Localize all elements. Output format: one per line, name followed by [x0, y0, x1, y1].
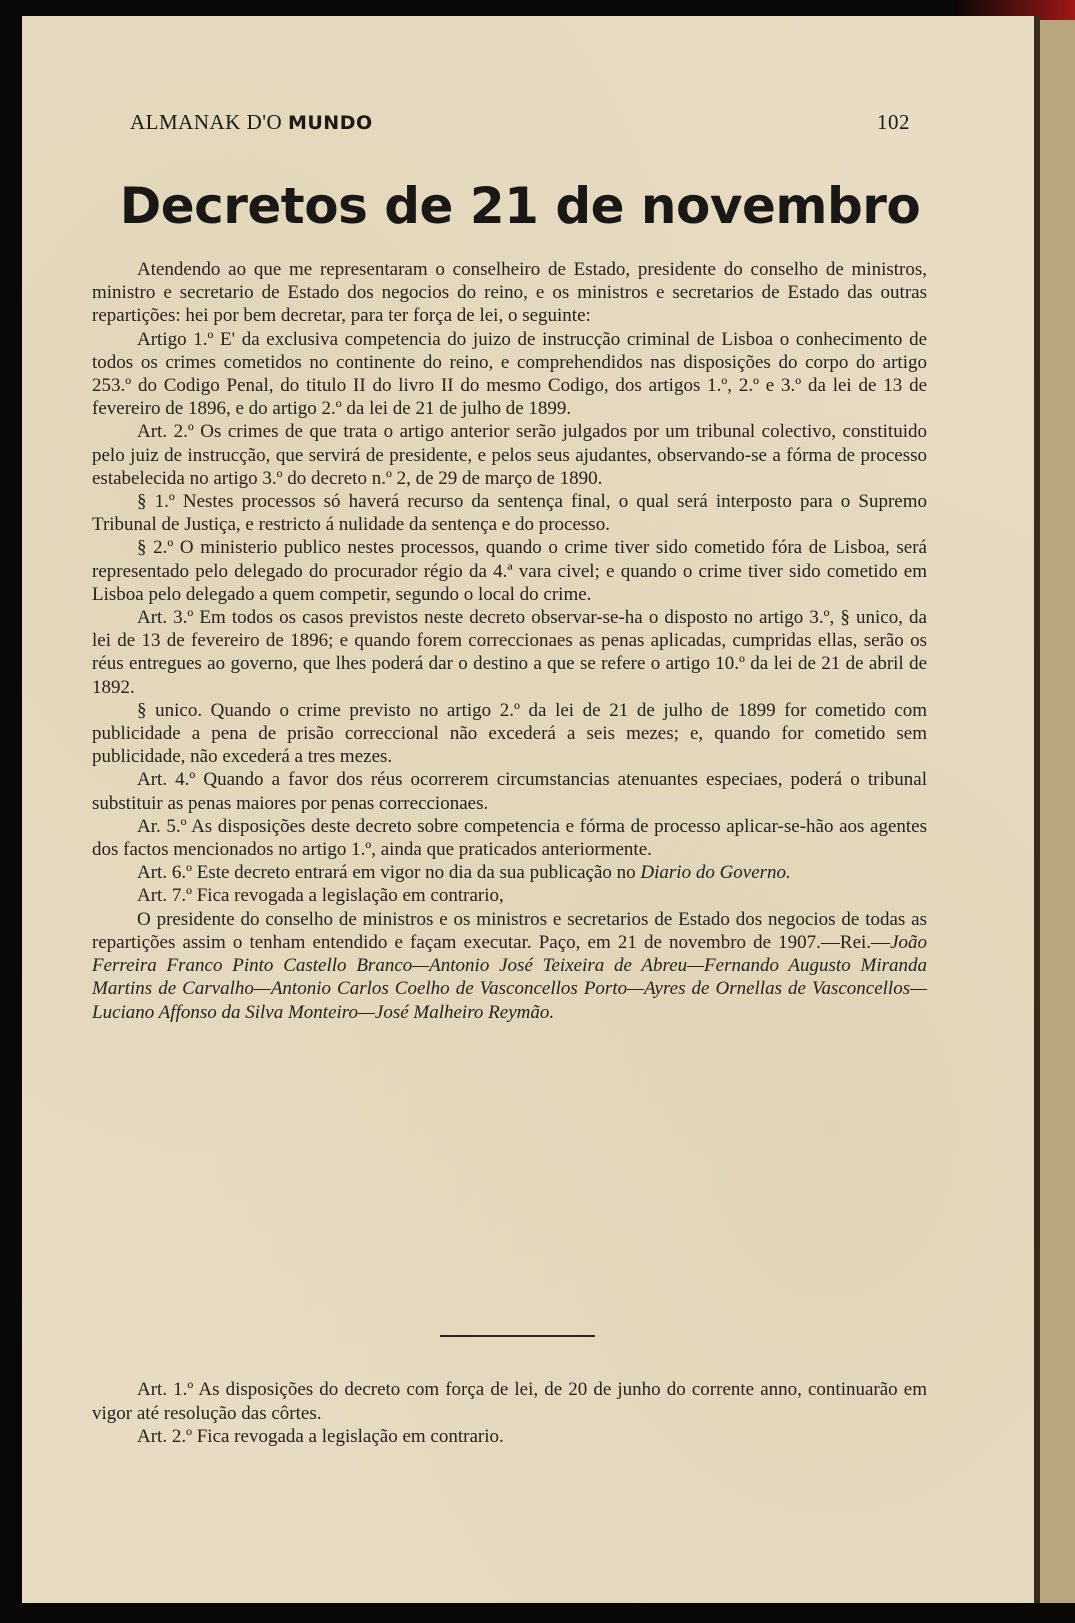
paragraph-art-2-par-2: § 2.º O ministerio publico nestes processos, quando o crime tiver sido cometido fóra de Lisboa, será representado pelo delegado do procurador régio da 4.ª vara civel; e quando o crime tiver sido cometido em Lisboa pelo delegado a quem competir, segundo o local do crime. — [92, 537, 927, 605]
decree-text — [92, 258, 927, 1024]
second-decree-art-2: Art. 2.º Fica revogada a legislação em contrario. — [137, 1426, 504, 1447]
second-decree-art-1: Art. 1.º As disposições do decreto com força de lei, de 20 de junho do corrente anno, continuarão em vigor até resolução das côrtes. — [92, 1379, 927, 1424]
paragraph-art-1: Artigo 1.º E' da exclusiva competencia do juizo de instrucção criminal de Lisboa o conhecimento de todos os crimes cometidos no continente do reino, e comprehendidos nas disposições do corpo do artigo 253.º do Codigo Penal, do titulo II do livro II do mesmo Codigo, dos artigos 1.º, 2.º e 3.º da lei de 13 de fevereiro de 1896, e do artigo 2.º da lei de 21 de julho de 1899. — [92, 328, 927, 420]
paragraph-art-4: Art. 4.º Quando a favor dos réus ocorrerem circumstancias atenuantes especiaes, poderá o tribunal substituir as penas maiores por penas correccionaes. — [92, 769, 927, 814]
paragraph-art-2: Art. 2.º Os crimes de que trata o artigo anterior serão julgados por um tribunal colectivo, constituido pelo juiz de instrucção, que servirá de presidente, e pelos seus ajudantes, observando-se a fórma de processo estabelecida no artigo 3.º do decreto n.º 2, de 29 de março de 1890. — [92, 421, 927, 489]
paragraph-art-5: Ar. 5.º As disposições deste decreto sobre competencia e fórma de processo aplicar-se-hão aos agentes dos factos mencionados no artigo 1.º, ainda que praticados anteriormente. — [92, 815, 927, 861]
page-number: 102 — [877, 110, 910, 134]
publication-title-bold: MUNDO — [287, 112, 373, 134]
paragraph-preamble: Atendendo ao que me representaram o conselheiro de Estado, presidente do conselho de ministros, ministro e secretario de Estado dos negocios do reino, e os ministros e secretarios de Estado das outras repartições: hei por bem decretar, para ter força de lei, o seguinte: — [92, 259, 927, 327]
paragraph-closing: O presidente do conselho de ministros e os ministros e secretarios de Estado dos negocios de todas as repartições assim o tenham entendido e façam executar. Paço, em 21 de novembro de 1907.—Rei.—João Ferreira Franco Pinto Castello Branco—Antonio José Teixeira de Abreu—Fernando Augusto Miranda Martins de Carvalho—Antonio Carlos Coelho de Vasconcellos Porto—Ayres de Ornellas de Vasconcellos—Luciano Affonso da Silva Monteiro—José Malheiro Reymão. — [92, 908, 927, 1023]
running-header — [130, 110, 910, 140]
section-separator — [440, 1335, 595, 1337]
paragraph-art-3-unico: § unico. Quando o crime previsto no artigo 2.º da lei de 21 de julho de 1899 for cometido com publicidade a pena de prisão correccional não excederá a seis mezes; e, quando for cometido sem publicidade, não excederá a tres mezes. — [92, 699, 927, 768]
paragraph-art-2-par-1: § 1.º Nestes processos só haverá recurso da sentença final, o qual será interposto para o Supremo Tribunal de Justiça, e restricto á nulidade da sentença e do processo. — [92, 491, 927, 536]
paragraph-art-3: Art. 3.º Em todos os casos previstos neste decreto observar-se-ha o disposto no artigo 3.º, § unico, da lei de 13 de fevereiro de 1896; e quando forem correccionaes as penas aplicadas, cumpridas ellas, serão os réus entregues ao governo, que lhes poderá dar o destino a que se refere o artigo 10.º da lei de 21 de abril de 1892. — [92, 607, 927, 698]
signatures: João Ferreira Franco Pinto Castello Branco—Antonio José Teixeira de Abreu—Fernando Augusto Miranda Martins de Carvalho—Antonio Carlos Coelho de Vasconcellos Porto—Ayres de Ornellas de Vasconcellos—Luciano Affonso da Silva Monteiro—José Malheiro Reymão. — [92, 931, 927, 1023]
paragraph-art-7: Art. 7.º Fica revogada a legislação em contrario, — [137, 885, 504, 907]
adjacent-page-edge — [1040, 20, 1075, 1603]
diario-do-governo: Diario do Governo. — [640, 862, 791, 884]
paragraph-art-6: Art. 6.º Este decreto entrará em vigor no dia da sua publicação no Diario do Governo. — [137, 862, 791, 884]
page-heading: Decretos de 21 de novembro — [119, 177, 921, 235]
second-decree-text — [92, 1378, 927, 1449]
publication-title: ALMANAK D'O MUNDO — [130, 110, 373, 134]
